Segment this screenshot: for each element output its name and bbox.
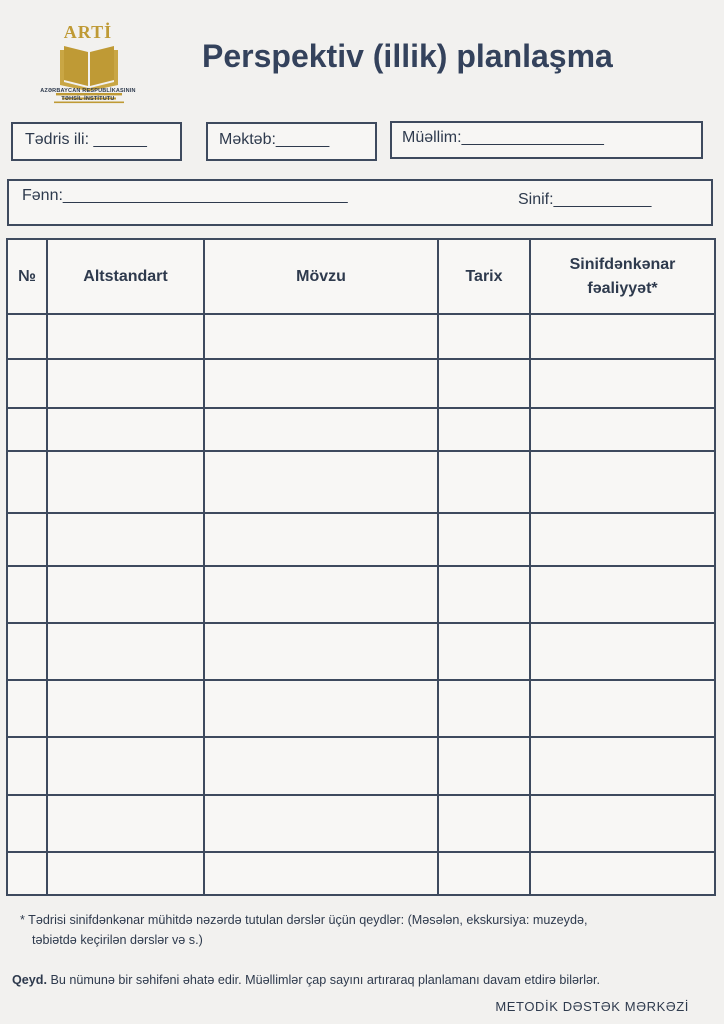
cell-number[interactable] [7, 623, 47, 680]
cell-movzu[interactable] [204, 566, 438, 623]
cell-sinifdenkenar[interactable] [530, 680, 715, 737]
table-row [7, 314, 715, 359]
cell-sinifdenkenar[interactable] [530, 359, 715, 408]
col-header-movzu: Mövzu [204, 239, 438, 314]
cell-movzu[interactable] [204, 408, 438, 451]
cell-number[interactable] [7, 680, 47, 737]
cell-number[interactable] [7, 852, 47, 895]
table-row [7, 852, 715, 895]
table-body [7, 314, 715, 895]
cell-sinifdenkenar[interactable] [530, 852, 715, 895]
cell-number[interactable] [7, 513, 47, 566]
cell-movzu[interactable] [204, 852, 438, 895]
cell-tarix[interactable] [438, 408, 530, 451]
fenn-field: Fənn:________________________________ [22, 187, 348, 204]
cell-altstandart[interactable] [47, 314, 204, 359]
cell-tarix[interactable] [438, 359, 530, 408]
cell-altstandart[interactable] [47, 623, 204, 680]
cell-tarix[interactable] [438, 795, 530, 852]
muellim-field: Müəllim:________________ [402, 129, 604, 146]
cell-movzu[interactable] [204, 451, 438, 512]
cell-tarix[interactable] [438, 566, 530, 623]
cell-tarix[interactable] [438, 513, 530, 566]
book-icon [50, 42, 128, 104]
cell-sinifdenkenar[interactable] [530, 566, 715, 623]
qeyd-label: Qeyd. [12, 973, 47, 987]
cell-number[interactable] [7, 451, 47, 512]
footer-text: METODİK DƏSTƏK MƏRKƏZİ [495, 999, 689, 1014]
table-row [7, 513, 715, 566]
cell-altstandart[interactable] [47, 737, 204, 794]
cell-movzu[interactable] [204, 737, 438, 794]
cell-movzu[interactable] [204, 359, 438, 408]
logo-subtitle-2: TƏHSİL İNSTİTUTU [61, 96, 115, 102]
footnote [20, 910, 587, 950]
cell-tarix[interactable] [438, 314, 530, 359]
table-header-row [7, 239, 715, 314]
col-header-tarix: Tarix [438, 239, 530, 314]
table-row [7, 359, 715, 408]
cell-movzu[interactable] [204, 795, 438, 852]
cell-altstandart[interactable] [47, 359, 204, 408]
table-row [7, 795, 715, 852]
cell-number[interactable] [7, 795, 47, 852]
qeyd-note [12, 973, 600, 987]
logo-subtitle-1: AZƏRBAYCAN RESPUBLİKASININ [40, 88, 136, 94]
cell-movzu[interactable] [204, 623, 438, 680]
col-header-sinifdenkenar: Sinifdənkənar fəaliyyət* [530, 239, 715, 314]
table-row [7, 737, 715, 794]
footnote-line-2: təbiətdə keçirilən dərslər və s.) [32, 933, 203, 947]
cell-altstandart[interactable] [47, 408, 204, 451]
cell-altstandart[interactable] [47, 566, 204, 623]
cell-sinifdenkenar[interactable] [530, 408, 715, 451]
cell-sinifdenkenar[interactable] [530, 795, 715, 852]
cell-sinifdenkenar[interactable] [530, 737, 715, 794]
sinif-field: Sinif:___________ [518, 191, 652, 208]
qeyd-text: Bu nümunə bir səhifəni əhatə edir. Müəllimlər çap sayını artıraraq planlamanı davam etdirə bilərlər. [47, 973, 601, 987]
cell-altstandart[interactable] [47, 513, 204, 566]
page-title: Perspektiv (illik) planlaşma [202, 38, 613, 74]
cell-number[interactable] [7, 314, 47, 359]
table-row [7, 680, 715, 737]
cell-tarix[interactable] [438, 680, 530, 737]
cell-movzu[interactable] [204, 513, 438, 566]
cell-tarix[interactable] [438, 623, 530, 680]
cell-altstandart[interactable] [47, 852, 204, 895]
cell-number[interactable] [7, 737, 47, 794]
table-row [7, 451, 715, 512]
cell-number[interactable] [7, 566, 47, 623]
arti-logo [40, 22, 140, 102]
table-row [7, 623, 715, 680]
cell-sinifdenkenar[interactable] [530, 451, 715, 512]
cell-sinifdenkenar[interactable] [530, 314, 715, 359]
mekteb-field: Məktəb:______ [219, 131, 330, 148]
cell-sinifdenkenar[interactable] [530, 623, 715, 680]
col-header-number: № [7, 239, 47, 314]
cell-sinifdenkenar[interactable] [530, 513, 715, 566]
cell-tarix[interactable] [438, 451, 530, 512]
tedris-ili-field: Tədris ili: ______ [25, 131, 147, 148]
cell-movzu[interactable] [204, 680, 438, 737]
table-row [7, 408, 715, 451]
cell-movzu[interactable] [204, 314, 438, 359]
cell-tarix[interactable] [438, 852, 530, 895]
cell-altstandart[interactable] [47, 795, 204, 852]
cell-number[interactable] [7, 408, 47, 451]
footnote-line-1: * Tədrisi sinifdənkənar mühitdə nəzərdə tutulan dərslər üçün qeydlər: (Məsələn, ekskursiya: muzeydə, [20, 913, 588, 927]
cell-altstandart[interactable] [47, 680, 204, 737]
plan-table [6, 238, 716, 896]
cell-tarix[interactable] [438, 737, 530, 794]
table-row [7, 566, 715, 623]
logo-name: ARTİ [63, 22, 113, 42]
col-header-altstandart: Altstandart [47, 239, 204, 314]
cell-number[interactable] [7, 359, 47, 408]
cell-altstandart[interactable] [47, 451, 204, 512]
